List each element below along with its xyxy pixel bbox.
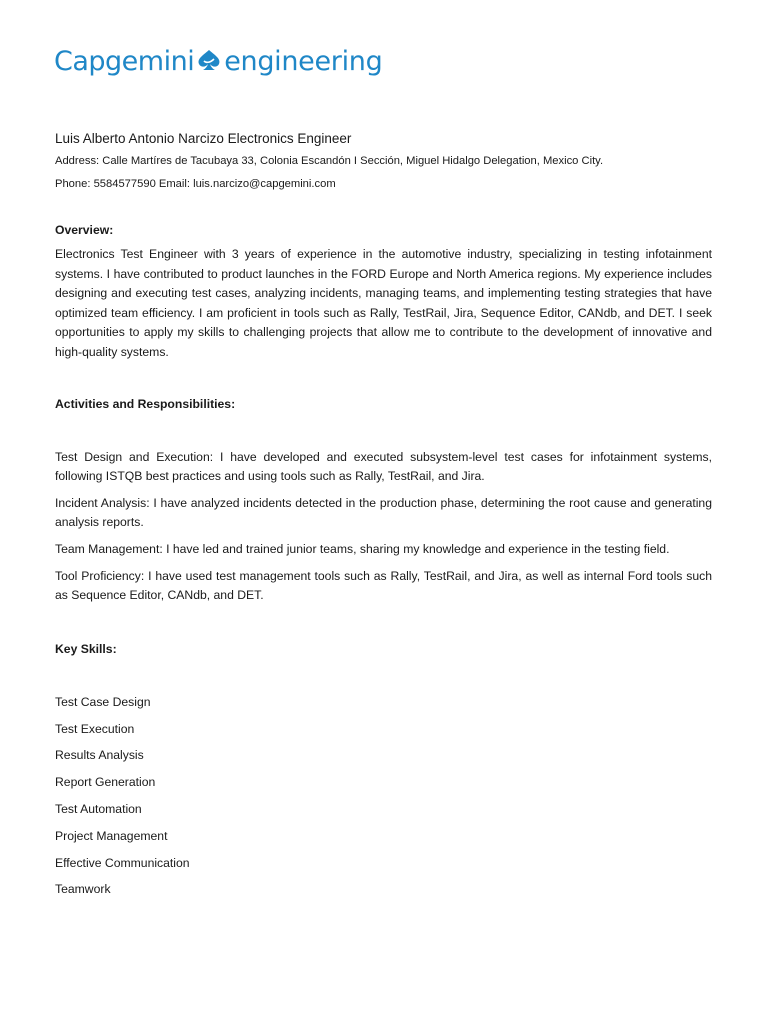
company-logo xyxy=(54,46,382,77)
skill-item: Test Automation xyxy=(55,801,142,816)
activity-item: Tool Proficiency: I have used test management tools such as Rally, TestRail, and Jira, as well as internal Ford tools such as Sequence Editor, CANdb, and DET. xyxy=(55,568,712,603)
activity-item: Incident Analysis: I have analyzed incidents detected in the production phase, determining the root cause and generating analysis reports. xyxy=(55,495,712,530)
skills-heading: Key Skills: xyxy=(55,641,117,656)
logo-brand-text: Capgemini xyxy=(54,46,195,77)
skill-item: Report Generation xyxy=(55,775,156,790)
skill-item: Test Execution xyxy=(55,721,135,736)
skill-item: Effective Communication xyxy=(55,855,190,870)
skill-item: Test Case Design xyxy=(55,694,151,709)
resume-content xyxy=(55,131,712,903)
activity-item: Test Design and Execution: I have developed and executed subsystem-level test cases for infotainment systems, following ISTQB best practices and using tools such as Rally, TestRail, and Jira. xyxy=(55,449,712,484)
address-line: Address: Calle Martíres de Tacubaya 33, Colonia Escandón I Sección, Miguel Hidalgo Delegation, Mexico City. xyxy=(55,155,604,167)
logo-product-text: engineering xyxy=(224,46,383,77)
skill-item: Project Management xyxy=(55,828,168,843)
spade-icon xyxy=(196,48,222,76)
name-title-line: Luis Alberto Antonio Narcizo Electronics Engineer xyxy=(55,131,352,146)
overview-heading: Overview: xyxy=(55,223,114,237)
contact-line: Phone: 5584577590 Email: luis.narcizo@capgemini.com xyxy=(55,178,336,190)
skill-item: Results Analysis xyxy=(55,748,144,763)
skills-list xyxy=(55,689,712,903)
skill-item: Teamwork xyxy=(55,882,111,897)
activities-heading: Activities and Responsibilities: xyxy=(55,396,236,411)
activity-item: Team Management: I have led and trained junior teams, sharing my knowledge and experience in the testing field. xyxy=(55,541,670,556)
overview-text: Electronics Test Engineer with 3 years of experience in the automotive industry, specializing in testing infotainment systems. I have contributed to product launches in the FORD Europe and North America regions. My experience includes designing and executing test cases, analyzing incidents, managing teams, and implementing testing strategies that have optimized team efficiency. I am proficient in tools such as Rally, TestRail, Jira, Sequence Editor, CANdb, and DET. I seek opportunities to apply my skills to challenging projects that allow me to contribute to the development of innovative and high-quality systems. xyxy=(55,247,712,359)
